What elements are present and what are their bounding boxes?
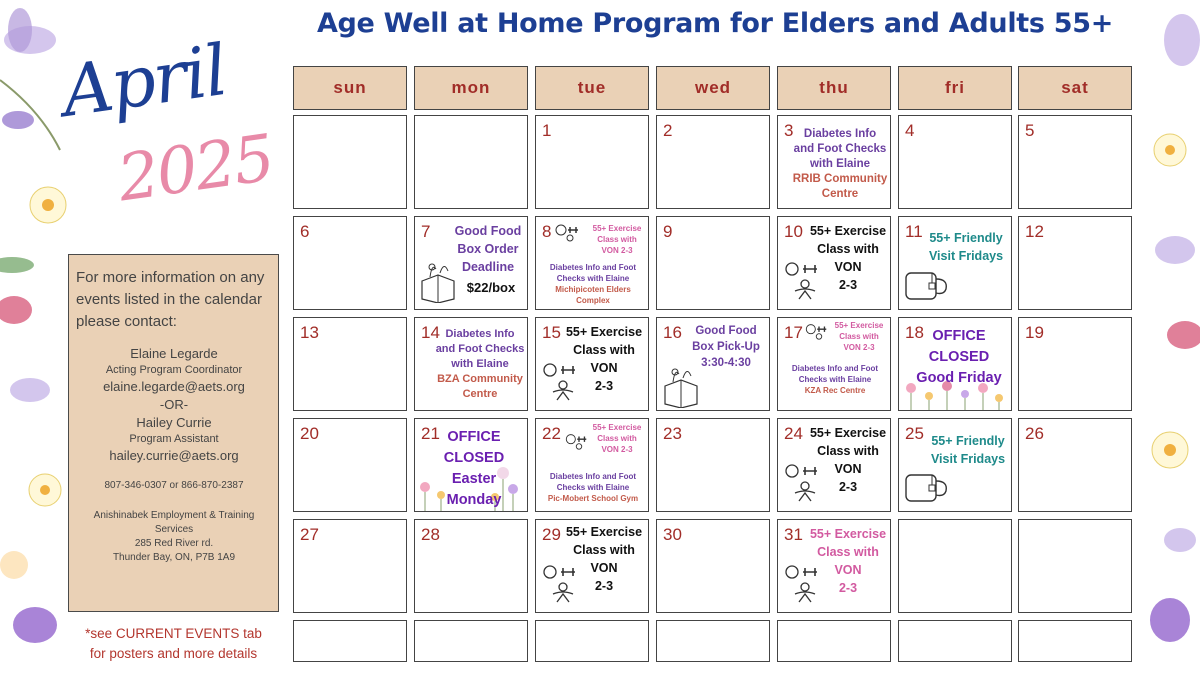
- event-diabetes-info: [538, 471, 648, 504]
- day-cell-6[interactable]: [293, 216, 407, 310]
- event-text: Class with: [817, 545, 879, 559]
- day-cell-23[interactable]: [656, 418, 770, 512]
- event-text: VON: [834, 462, 862, 476]
- weekday-tue: tue: [535, 66, 649, 110]
- grocery-box-icon: [418, 257, 458, 303]
- day-cell-8[interactable]: [535, 216, 649, 310]
- coffee-mug-icon: [904, 471, 950, 505]
- day-cell-5[interactable]: [1018, 115, 1132, 209]
- contact1-role: Acting Program Coordinator: [105, 364, 243, 376]
- grocery-box-icon: [661, 362, 701, 408]
- event-text: Good Food: [454, 224, 522, 238]
- contact-info-box: [68, 254, 279, 612]
- exercise-icon: [554, 221, 586, 243]
- or-separator: -OR-: [159, 397, 189, 412]
- event-text: 55+ Exercise: [565, 525, 643, 539]
- event-text: and Foot Checks: [435, 343, 525, 355]
- day-cell-29[interactable]: [535, 519, 649, 613]
- event-text: VON: [590, 361, 618, 375]
- day-cell-15[interactable]: [535, 317, 649, 411]
- day-cell-empty: [293, 115, 407, 209]
- day-cell-13[interactable]: [293, 317, 407, 411]
- day-cell-2[interactable]: [656, 115, 770, 209]
- day-cell-28[interactable]: [414, 519, 528, 613]
- footnote: [68, 624, 279, 664]
- event-text: Good Food: [695, 325, 757, 337]
- event-text: 55+ Friendly: [931, 434, 1005, 448]
- event-text: Visit Fridays: [928, 249, 1004, 263]
- day-number: 31: [784, 525, 803, 544]
- contact2-email[interactable]: hailey.currie@aets.org: [109, 448, 239, 463]
- day-number: 14: [421, 323, 440, 342]
- day-cell-empty: [293, 620, 407, 662]
- event-text: Diabetes Info: [445, 328, 515, 340]
- weekday-fri: fri: [898, 66, 1012, 110]
- event-text: Checks with Elaine: [556, 274, 630, 283]
- contact-details: [76, 345, 272, 565]
- event-text: VON: [834, 563, 862, 577]
- day-number: 16: [663, 323, 682, 342]
- weekday-thu: thu: [777, 66, 891, 110]
- phone-numbers: 807-346-0307 or 866-870-2387: [104, 480, 244, 491]
- org-line: 285 Red River rd.: [134, 538, 214, 549]
- org-line: Thunder Bay, ON, P7B 1A9: [112, 552, 236, 563]
- day-number: 5: [1025, 121, 1035, 140]
- day-cell-24[interactable]: [777, 418, 891, 512]
- event-location: BZA Community: [437, 373, 523, 385]
- event-text: with Elaine: [809, 158, 871, 170]
- day-cell-7[interactable]: [414, 216, 528, 310]
- footnote-line: for posters and more details: [89, 646, 258, 661]
- day-number: 12: [1025, 222, 1044, 241]
- event-text: 3:30-4:30: [701, 357, 751, 369]
- exercise-icon: [541, 360, 585, 404]
- contact1-name: Elaine Legarde: [130, 346, 218, 361]
- day-number: 27: [300, 525, 319, 544]
- weekday-mon: mon: [414, 66, 528, 110]
- contact1-email[interactable]: elaine.legarde@aets.org: [103, 379, 245, 394]
- day-number: 13: [300, 323, 319, 342]
- day-cell-4[interactable]: [898, 115, 1012, 209]
- day-number: 29: [542, 525, 561, 544]
- org-line: Anishinabek Employment & Training: [93, 510, 255, 521]
- event-text: Visit Fridays: [930, 452, 1006, 466]
- event-text: Checks with Elaine: [556, 483, 630, 492]
- day-number: 15: [542, 323, 561, 342]
- day-number: 24: [784, 424, 803, 443]
- event-text: CLOSED: [928, 349, 990, 365]
- event-diabetes-info: [780, 363, 890, 396]
- event-exercise-class: [584, 223, 649, 256]
- event-text: Deadline: [461, 260, 515, 274]
- event-text: 2-3: [594, 579, 614, 593]
- event-text: OFFICE: [447, 429, 501, 445]
- event-text: 55+ Exercise: [592, 423, 642, 432]
- event-text: Class with: [597, 434, 637, 443]
- event-location: RRIB Community: [792, 173, 888, 185]
- month-heading: April: [57, 29, 231, 133]
- day-cell-19[interactable]: [1018, 317, 1132, 411]
- organization-address: [76, 509, 272, 565]
- org-line: Services: [154, 524, 194, 535]
- day-cell-12[interactable]: [1018, 216, 1132, 310]
- day-number: 20: [300, 424, 319, 443]
- event-diabetes-info: [433, 327, 527, 402]
- event-text: Class with: [597, 235, 637, 244]
- event-text: Monday: [446, 492, 502, 508]
- event-text: with Elaine: [451, 358, 509, 370]
- exercise-icon: [783, 259, 827, 303]
- weekday-sat: sat: [1018, 66, 1132, 110]
- day-cell-empty: [535, 620, 649, 662]
- event-diabetes-info: [538, 262, 648, 306]
- day-cell-1[interactable]: [535, 115, 649, 209]
- day-number: 8: [542, 222, 552, 241]
- day-number: 17: [784, 323, 803, 342]
- day-number: 21: [421, 424, 440, 443]
- event-text: 55+ Exercise: [565, 325, 643, 339]
- event-location: Centre: [821, 188, 859, 200]
- event-location: Pic-Mobert School Gym: [547, 494, 639, 503]
- day-number: 11: [905, 222, 923, 241]
- event-text: Easter: [451, 471, 497, 487]
- event-food-box-deadline: [449, 222, 527, 276]
- event-text: 55+ Exercise: [809, 426, 887, 440]
- event-text: VON 2-3: [843, 343, 875, 352]
- day-cell-25[interactable]: [898, 418, 1012, 512]
- day-number: 18: [905, 323, 924, 342]
- day-cell-empty: [898, 519, 1012, 613]
- day-number: 3: [784, 121, 794, 140]
- event-text: Class with: [817, 242, 879, 256]
- day-cell-30[interactable]: [656, 519, 770, 613]
- day-cell-21[interactable]: [414, 418, 528, 512]
- year-heading: 2025: [113, 121, 278, 217]
- day-cell-empty: [1018, 519, 1132, 613]
- event-text: Diabetes Info: [803, 128, 877, 140]
- event-text: 2-3: [838, 581, 858, 595]
- floral-border-left: [0, 0, 70, 675]
- day-cell-14[interactable]: [414, 317, 528, 411]
- event-text: OFFICE: [932, 328, 986, 344]
- event-text: VON: [590, 561, 618, 575]
- event-text: Class with: [573, 343, 635, 357]
- day-number: 2: [663, 121, 673, 140]
- day-number: 10: [784, 222, 803, 241]
- event-text: VON 2-3: [601, 445, 633, 454]
- contact-intro: For more information on any events listed in the calendar please contact:: [76, 269, 265, 330]
- event-office-closed: [433, 427, 515, 511]
- event-text: Diabetes Info and Foot: [791, 364, 879, 373]
- event-friendly-visit: [925, 432, 1011, 468]
- day-number: 30: [663, 525, 682, 544]
- day-cell-empty: [656, 620, 770, 662]
- event-location: KZA Rec Centre: [804, 386, 866, 395]
- exercise-icon: [783, 562, 827, 606]
- day-cell-16[interactable]: [656, 317, 770, 411]
- contact2-name: Hailey Currie: [136, 415, 212, 430]
- day-number: 22: [542, 424, 561, 443]
- event-text: 55+ Exercise: [834, 321, 884, 330]
- exercise-icon: [783, 461, 827, 505]
- day-number: 28: [421, 525, 440, 544]
- day-cell-20[interactable]: [293, 418, 407, 512]
- event-text: Box Pick-Up: [692, 341, 760, 353]
- event-exercise-class: [828, 320, 890, 353]
- day-cell-27[interactable]: [293, 519, 407, 613]
- day-cell-11[interactable]: [898, 216, 1012, 310]
- event-text: Class with: [573, 543, 635, 557]
- event-text: CLOSED: [443, 450, 505, 466]
- event-location: Michipicoten Elders: [555, 285, 631, 294]
- event-text: VON 2-3: [601, 246, 633, 255]
- day-cell-9[interactable]: [656, 216, 770, 310]
- event-text: 55+ Friendly: [929, 231, 1003, 245]
- day-cell-empty: [777, 620, 891, 662]
- event-text: 2-3: [838, 278, 858, 292]
- event-location: Centre: [462, 388, 498, 400]
- contact2-role: Program Assistant: [129, 433, 219, 445]
- day-number: 25: [905, 424, 924, 443]
- day-cell-3[interactable]: [777, 115, 891, 209]
- day-number: 6: [300, 222, 310, 241]
- day-cell-empty: [414, 620, 528, 662]
- event-price: $22/box: [466, 280, 516, 295]
- event-text: Box Order: [457, 242, 519, 256]
- event-exercise-class: [586, 422, 648, 455]
- day-cell-26[interactable]: [1018, 418, 1132, 512]
- day-number: 23: [663, 424, 682, 443]
- weekday-wed: wed: [656, 66, 770, 110]
- coffee-mug-icon: [904, 269, 950, 303]
- event-friendly-visit: [921, 229, 1011, 265]
- event-text: VON: [834, 260, 862, 274]
- footnote-line: *see CURRENT EVENTS tab: [85, 626, 262, 641]
- day-cell-17[interactable]: [777, 317, 891, 411]
- event-text: 55+ Exercise: [809, 224, 887, 238]
- event-text: 2-3: [594, 379, 614, 393]
- event-office-closed: [913, 326, 1005, 389]
- day-cell-18[interactable]: [898, 317, 1012, 411]
- event-text: Diabetes Info and Foot: [549, 263, 637, 272]
- day-number: 9: [663, 222, 673, 241]
- floral-border-right: [1140, 0, 1200, 675]
- event-text: Diabetes Info and Foot: [549, 472, 637, 481]
- day-cell-empty: [898, 620, 1012, 662]
- day-number: 4: [905, 121, 915, 140]
- day-cell-empty: [1018, 620, 1132, 662]
- day-number: 7: [421, 222, 431, 241]
- event-text: Good Friday: [916, 370, 1002, 386]
- event-text: 55+ Exercise: [809, 527, 887, 541]
- page-title: Age Well at Home Program for Elders and Adults 55+: [316, 8, 1114, 39]
- event-text: 2-3: [838, 480, 858, 494]
- event-text: Class with: [817, 444, 879, 458]
- event-text: Checks with Elaine: [798, 375, 872, 384]
- event-text: Class with: [839, 332, 879, 341]
- day-cell-22[interactable]: [535, 418, 649, 512]
- day-number: 1: [542, 121, 552, 140]
- weekday-sun: sun: [293, 66, 407, 110]
- day-cell-31[interactable]: [777, 519, 891, 613]
- event-location: Complex: [576, 296, 610, 305]
- exercise-icon: [541, 562, 585, 606]
- event-text: 55+ Exercise: [592, 224, 642, 233]
- day-number: 26: [1025, 424, 1044, 443]
- day-cell-empty: [414, 115, 528, 209]
- event-diabetes-info: [790, 127, 890, 202]
- event-text: and Foot Checks: [793, 143, 887, 155]
- day-number: 19: [1025, 323, 1044, 342]
- day-cell-10[interactable]: [777, 216, 891, 310]
